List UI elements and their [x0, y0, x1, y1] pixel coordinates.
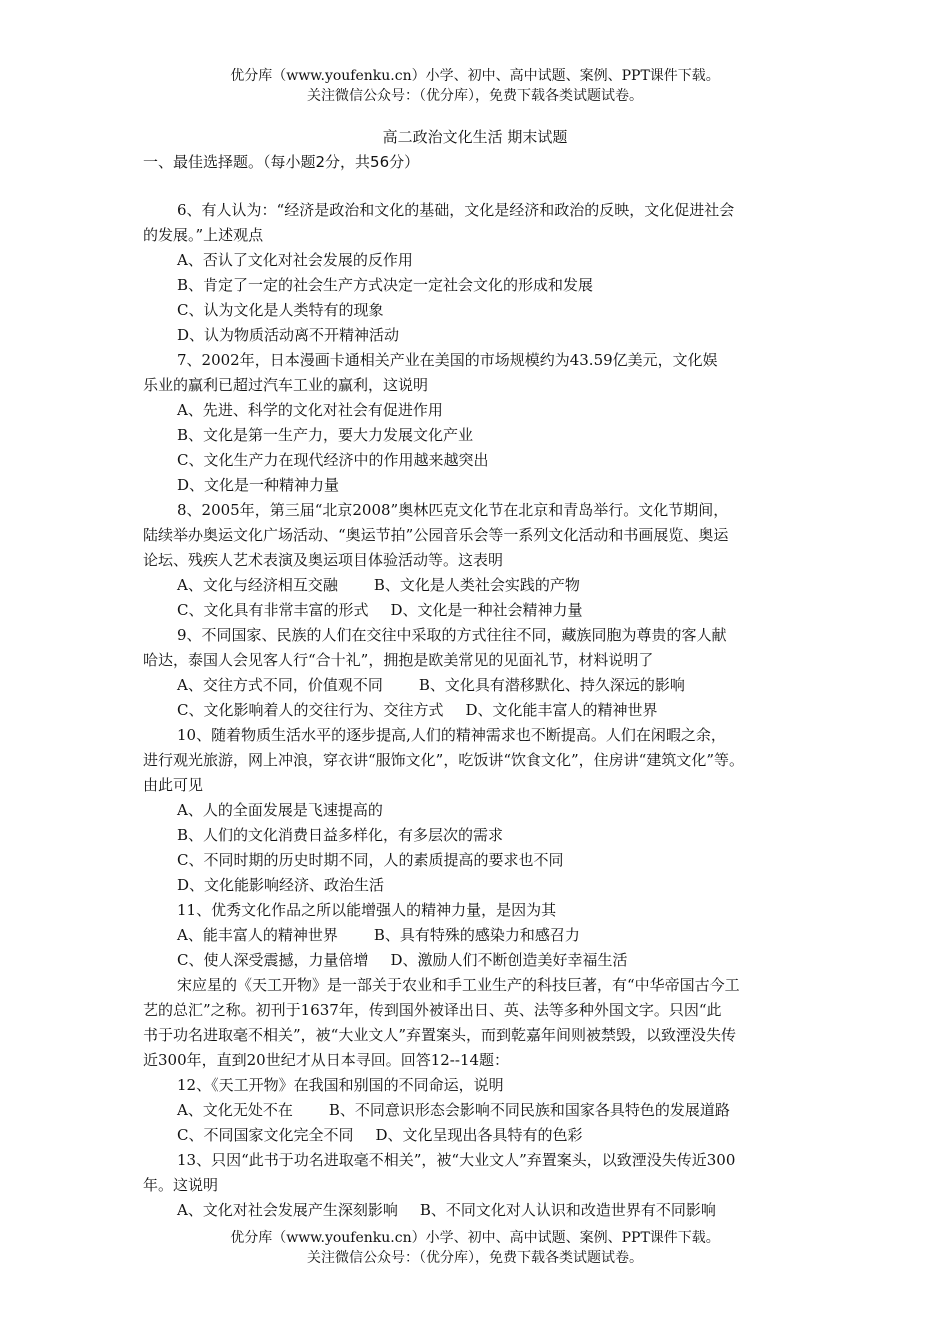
- q12-option-c: C、不同国家文化完全不同: [177, 1126, 354, 1144]
- passage-line-2: 艺的总汇”之称。初刊于1637年，传到国外被译出日、英、法等多种外国文字。只因“此: [143, 1001, 722, 1019]
- document-body: [143, 198, 811, 1223]
- page-footer: [0, 1228, 950, 1268]
- q9-option-d: D、文化能丰富人的精神世界: [465, 701, 658, 719]
- q13-option-b: B、不同文化对人认识和改造世界有不同影响: [419, 1201, 716, 1219]
- q12-option-d: D、文化呈现出各具特有的色彩: [375, 1126, 583, 1144]
- section-heading: 一、最佳选择题。（每小题2分，共56分）: [143, 153, 420, 171]
- q9-option-a: A、交往方式不同，价值观不同: [177, 676, 383, 694]
- q8-option-c: C、文化具有非常丰富的形式: [177, 601, 369, 619]
- passage-line-4: 近300年，直到20世纪才从日本寻回。回答12--14题：: [143, 1051, 510, 1069]
- q7-stem-line-1: 7、2002年，日本漫画卡通相关产业在美国的市场规模约为43.59亿美元，文化娱: [177, 351, 718, 369]
- page-header: [0, 66, 950, 106]
- q11-option-c: C、使人深受震撼，力量倍增: [177, 951, 369, 969]
- q10-stem-line-3: 由此可见: [143, 776, 204, 794]
- q6-option-b: B、肯定了一定的社会生产方式决定一定社会文化的形成和发展: [177, 276, 594, 294]
- q10-option-a: A、人的全面发展是飞速提高的: [177, 801, 383, 819]
- q7-option-b: B、文化是第一生产力，要大力发展文化产业: [177, 426, 474, 444]
- header-line-1: 优分库（www.youfenku.cn）小学、初中、高中试题、案例、PPT课件下载。: [230, 68, 720, 84]
- q8-option-b: B、文化是人类社会实践的产物: [373, 576, 580, 594]
- q12-stem-line-1: 12、《天工开物》在我国和别国的不同命运，说明: [177, 1076, 504, 1094]
- q6-option-d: D、认为物质活动离不开精神活动: [177, 326, 400, 344]
- q12-options-ab: [143, 1098, 811, 1123]
- header-line-2: 关注微信公众号：（优分库），免费下载各类试题试卷。: [307, 88, 643, 104]
- q9-stem-line-2: 哈达，泰国人会见客人行“合十礼”，拥抱是欧美常见的见面礼节，材料说明了: [143, 651, 654, 669]
- q12-option-a: A、文化无处不在: [177, 1101, 293, 1119]
- passage-line-3: 书于功名进取毫不相关”，被“大业文人”弃置案头，而到乾嘉年间则被禁毁，以致湮没失传: [143, 1026, 737, 1044]
- q11-stem-line-1: 11、优秀文化作品之所以能增强人的精神力量，是因为其: [177, 901, 557, 919]
- q9-options-ab: [143, 673, 811, 698]
- q13-stem-line-1: 13、只因“此书于功名进取毫不相关”，被“大业文人”弃置案头，以致湮没失传近300: [177, 1151, 736, 1169]
- q11-option-a: A、能丰富人的精神世界: [177, 926, 338, 944]
- q13-options-ab: [143, 1198, 811, 1223]
- q8-stem-line-3: 论坛、残疾人艺术表演及奥运项目体验活动等。这表明: [143, 551, 504, 569]
- q9-option-c: C、文化影响着人的交往行为、交往方式: [177, 701, 444, 719]
- q7-option-c: C、文化生产力在现代经济中的作用越来越突出: [177, 451, 489, 469]
- q11-option-b: B、具有特殊的感染力和感召力: [373, 926, 580, 944]
- q11-option-d: D、激励人们不断创造美好幸福生活: [390, 951, 628, 969]
- q9-option-b: B、文化具有潜移默化、持久深远的影响: [418, 676, 685, 694]
- q10-stem-line-2: 进行观光旅游，网上冲浪，穿衣讲“服饰文化”，吃饭讲“饮食文化”，住房讲“建筑文化”等。: [143, 751, 745, 769]
- q6-stem-line-1: 6、有人认为：“经济是政治和文化的基础，文化是经济和政治的反映，文化促进社会: [177, 201, 735, 219]
- q12-option-b: B、不同意识形态会影响不同民族和国家各具特色的发展道路: [328, 1101, 730, 1119]
- q13-option-a: A、文化对社会发展产生深刻影响: [177, 1201, 398, 1219]
- footer-line-2: 关注微信公众号：（优分库），免费下载各类试题试卷。: [307, 1250, 643, 1266]
- q10-option-d: D、文化能影响经济、政治生活: [177, 876, 385, 894]
- q6-option-c: C、认为文化是人类特有的现象: [177, 301, 384, 319]
- q6-option-a: A、否认了文化对社会发展的反作用: [177, 251, 413, 269]
- passage-line-1: 宋应星的《天工开物》是一部关于农业和手工业生产的科技巨著，有“中华帝国古今工: [177, 976, 740, 994]
- q7-stem-line-2: 乐业的赢利已超过汽车工业的赢利，这说明: [143, 376, 429, 394]
- q7-option-d: D、文化是一种精神力量: [177, 476, 340, 494]
- q8-stem-line-2: 陆续举办奥运文化广场活动、“奥运节拍”公园音乐会等一系列文化活动和书画展览、奥运: [143, 526, 729, 544]
- document-title: 高二政治文化生活 期末试题: [382, 128, 568, 146]
- q9-options-cd: [143, 698, 811, 723]
- q11-options-ab: [143, 923, 811, 948]
- q10-option-c: C、不同时期的历史时期不同，人的素质提高的要求也不同: [177, 851, 564, 869]
- q8-options-cd: [143, 598, 811, 623]
- q13-stem-line-2: 年。这说明: [143, 1176, 219, 1194]
- q8-option-a: A、文化与经济相互交融: [177, 576, 338, 594]
- q10-option-b: B、人们的文化消费日益多样化，有多层次的需求: [177, 826, 504, 844]
- q8-stem-line-1: 8、2005年，第三届“北京2008”奥林匹克文化节在北京和青岛举行。文化节期间，: [177, 501, 729, 519]
- q8-option-d: D、文化是一种社会精神力量: [390, 601, 583, 619]
- q6-stem-line-2: 的发展。”上述观点: [143, 226, 264, 244]
- q11-options-cd: [143, 948, 811, 973]
- q12-options-cd: [143, 1123, 811, 1148]
- q8-options-ab: [143, 573, 811, 598]
- footer-line-1: 优分库（www.youfenku.cn）小学、初中、高中试题、案例、PPT课件下载。: [230, 1230, 720, 1246]
- q10-stem-line-1: 10、随着物质生活水平的逐步提高,人们的精神需求也不断提高。人们在闲暇之余，: [177, 726, 726, 744]
- q7-option-a: A、先进、科学的文化对社会有促进作用: [177, 401, 443, 419]
- q9-stem-line-1: 9、不同国家、民族的人们在交往中采取的方式往往不同，藏族同胞为尊贵的客人献: [177, 626, 727, 644]
